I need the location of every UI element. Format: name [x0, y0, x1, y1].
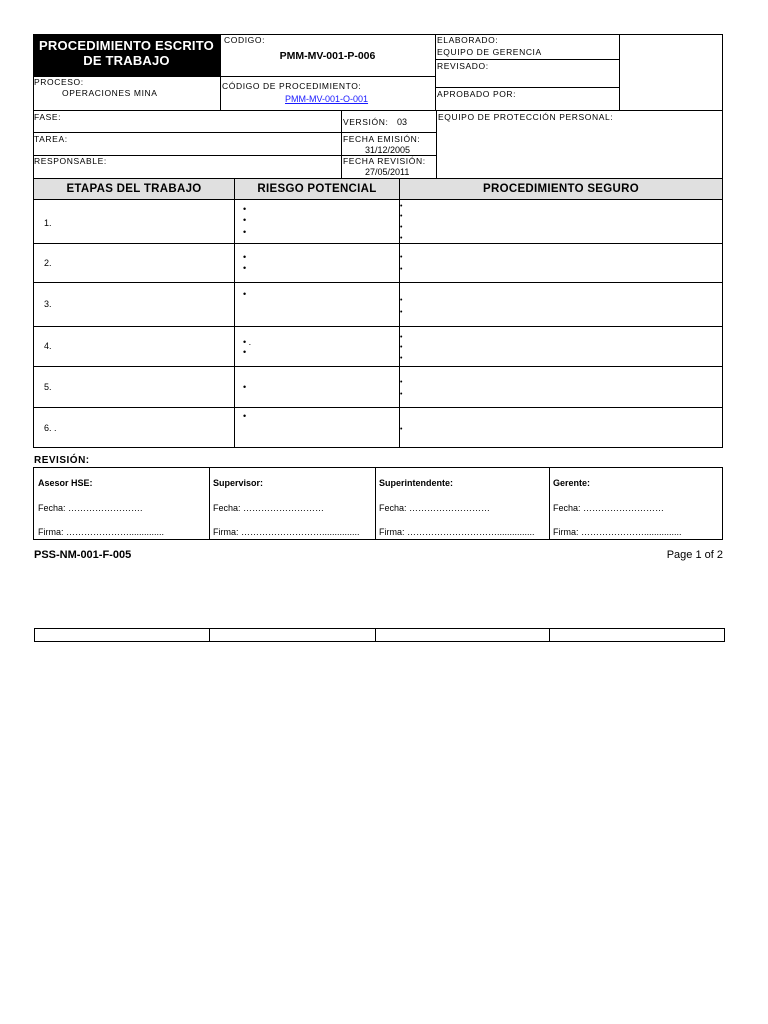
version-value: 03 — [397, 117, 408, 127]
divider — [375, 467, 376, 540]
table-row-label: 3. — [44, 299, 52, 309]
revision-role: Supervisor: — [213, 478, 264, 488]
table-row-label: 5. — [44, 382, 52, 392]
revision-firma: Firma: ………………….............. — [38, 527, 165, 537]
bullet-icon: • — [243, 252, 247, 262]
aprobado-label: APROBADO POR: — [437, 89, 517, 99]
revision-role: Asesor HSE: — [38, 478, 93, 488]
fecha-emision-value: 31/12/2005 — [365, 145, 411, 155]
fecha-revision-value: 27/05/2011 — [365, 167, 410, 177]
revision-fecha: Fecha: ……………………… — [379, 503, 491, 513]
divider — [549, 628, 550, 642]
table-row-label: 2. — [44, 258, 52, 268]
revision-firma: Firma: …………………............... — [553, 527, 682, 537]
divider — [220, 34, 221, 111]
revision-firma: Firma: …………………………............... — [379, 527, 535, 537]
table-row-label: 6. . — [44, 423, 57, 433]
divider — [33, 407, 723, 408]
divider — [341, 110, 342, 179]
table-row-label: 1. — [44, 218, 52, 228]
divider — [435, 34, 436, 111]
bullet-icon: • — [400, 355, 403, 362]
divider — [33, 282, 723, 283]
title-line-1: PROCEDIMIENTO ESCRITO — [39, 38, 214, 53]
bullet-icon: • — [243, 411, 247, 421]
header-riesgo: RIESGO POTENCIAL — [235, 179, 399, 199]
revision-fecha: Fecha: ……………………. — [38, 503, 143, 513]
version-label: VERSIÓN: — [343, 117, 389, 127]
proceso-label: PROCESO: — [34, 77, 84, 87]
responsable-label: RESPONSABLE: — [34, 156, 107, 166]
bullet-icon: • — [400, 235, 403, 242]
title-line-2: DE TRABAJO — [83, 53, 170, 68]
revision-role: Gerente: — [553, 478, 591, 488]
divider — [33, 243, 723, 244]
bullet-icon: • — [243, 204, 247, 214]
bullet-icon: • — [400, 344, 403, 351]
fecha-revision-label: FECHA REVISIÓN: — [343, 156, 426, 166]
document-code: PSS-NM-001-F-005 — [34, 549, 132, 561]
divider — [435, 59, 620, 60]
divider — [33, 366, 723, 367]
revisado-label: REVISADO: — [437, 61, 489, 71]
header-procedimiento: PROCEDIMIENTO SEGURO — [400, 179, 722, 199]
revision-title: REVISIÓN: — [34, 455, 90, 466]
bullet-icon: • — [400, 266, 403, 273]
bullet-icon: • — [400, 254, 403, 261]
divider — [33, 326, 723, 327]
proceso-value: OPERACIONES MINA — [62, 88, 158, 98]
divider — [33, 199, 723, 200]
elaborado-value: EQUIPO DE GERENCIA — [437, 47, 542, 57]
bullet-icon: • — [400, 334, 403, 341]
divider — [375, 628, 376, 642]
bullet-icon: • — [400, 391, 403, 398]
header-etapas: ETAPAS DEL TRABAJO — [34, 179, 234, 199]
page-number: Page 1 of 2 — [666, 549, 723, 561]
bullet-icon: • — [400, 297, 403, 304]
table-row-label: 4. — [44, 341, 52, 351]
epp-label: EQUIPO DE PROTECCIÓN PERSONAL: — [438, 112, 614, 122]
bullet-icon: • — [400, 426, 403, 433]
bullet-icon: • — [243, 382, 247, 392]
bullet-icon: • . — [243, 337, 252, 347]
document-title — [33, 34, 220, 76]
divider — [619, 34, 620, 111]
codigo-value: PMM-MV-001-P-006 — [279, 50, 376, 62]
divider — [209, 467, 210, 540]
revision-role: Superintendente: — [379, 478, 454, 488]
divider — [435, 87, 620, 88]
revision-firma: Firma: ………………………............... — [213, 527, 360, 537]
codigo-procedimiento-label: CÓDIGO DE PROCEDIMIENTO: — [222, 81, 362, 91]
divider — [549, 467, 550, 540]
bullet-icon: • — [243, 215, 247, 225]
bullet-icon: • — [243, 263, 247, 273]
bullet-icon: • — [400, 379, 403, 386]
bullet-icon: • — [243, 227, 247, 237]
bullet-icon: • — [400, 203, 403, 210]
bullet-icon: • — [400, 309, 403, 316]
revision-fecha: Fecha: ……………………… — [553, 503, 665, 513]
divider — [33, 76, 436, 77]
elaborado-label: ELABORADO: — [437, 35, 499, 45]
bullet-icon: • — [400, 213, 403, 220]
codigo-procedimiento-link[interactable]: PMM-MV-001-O-001 — [285, 94, 369, 104]
bullet-icon: • — [243, 289, 247, 299]
tarea-label: TAREA: — [34, 134, 68, 144]
bullet-icon: • — [243, 347, 247, 357]
fecha-emision-label: FECHA EMISIÓN: — [343, 134, 421, 144]
divider — [436, 110, 437, 179]
blank-table-strip — [34, 628, 725, 642]
revision-fecha: Fecha: ……………………… — [213, 503, 325, 513]
divider — [209, 628, 210, 642]
fase-label: FASE: — [34, 112, 62, 122]
codigo-label: CODIGO: — [224, 35, 266, 45]
bullet-icon: • — [400, 224, 403, 231]
divider — [33, 132, 437, 133]
